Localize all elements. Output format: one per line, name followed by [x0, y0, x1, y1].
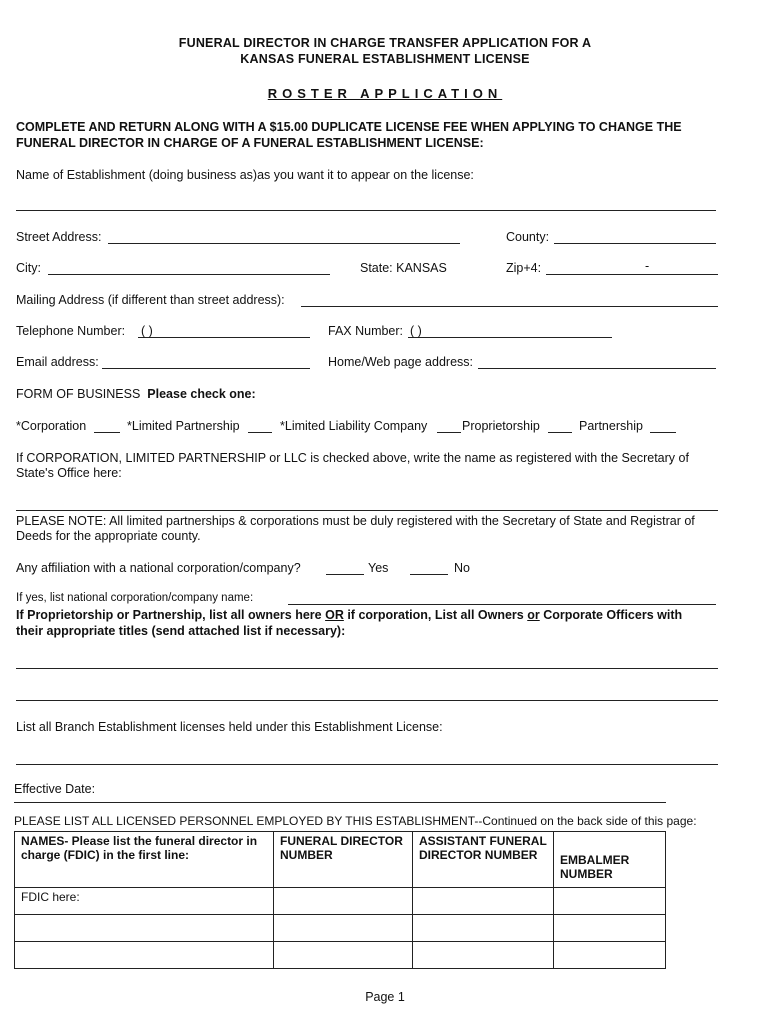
- instructions-line-2: FUNERAL DIRECTOR IN CHARGE OF A FUNERAL ESTABLISHMENT LICENSE:: [16, 136, 484, 150]
- fdic-fd-number-cell[interactable]: [274, 888, 413, 915]
- title-line-2: KANSAS FUNERAL ESTABLISHMENT LICENSE: [240, 52, 530, 66]
- mailing-address-label: Mailing Address (if different than street address):: [16, 293, 285, 307]
- fax-area-code: ( ): [410, 324, 422, 338]
- zip-dash: -: [645, 259, 650, 273]
- affiliation-question: Any affiliation with a national corporation/company?: [16, 561, 301, 575]
- effective-date-label: Effective Date:: [14, 782, 96, 796]
- fax-label: FAX Number:: [328, 324, 404, 338]
- owners-text-3: Corporate Officers with: [539, 608, 683, 622]
- street-address-field[interactable]: [108, 243, 460, 244]
- owners-field-1[interactable]: [16, 668, 718, 669]
- establishment-name-field[interactable]: [16, 210, 716, 211]
- assistant-funeral-director-number-header: ASSISTANT FUNERAL DIRECTOR NUMBER: [413, 832, 554, 888]
- branch-field[interactable]: [16, 764, 718, 765]
- fdic-afd-number-cell[interactable]: [413, 888, 554, 915]
- owners-or-1: OR: [325, 608, 344, 622]
- corporation-option: *Corporation: [16, 419, 87, 433]
- names-column-header: NAMES- Please list the funeral director in charge (FDIC) in the first line:: [15, 832, 274, 888]
- roster-heading: ROSTER APPLICATION: [267, 86, 503, 101]
- personnel-name-cell[interactable]: [15, 915, 274, 942]
- embalmer-number-header: EMBALMER NUMBER: [554, 832, 666, 888]
- fdic-name-cell[interactable]: FDIC here:: [15, 888, 274, 915]
- fax-field[interactable]: [408, 337, 612, 338]
- establishment-name-label: Name of Establishment (doing business as)as you want it to appear on the license:: [16, 168, 474, 182]
- county-field[interactable]: [554, 243, 716, 244]
- county-label: County:: [506, 230, 550, 244]
- state-label: State: KANSAS: [360, 261, 447, 275]
- registration-line-2: State's Office here:: [16, 466, 122, 480]
- personnel-afd-number-cell[interactable]: [413, 915, 554, 942]
- homepage-label: Home/Web page address:: [328, 355, 473, 369]
- limited-partnership-checkbox[interactable]: [248, 432, 272, 433]
- mailing-address-field[interactable]: [301, 306, 718, 307]
- note-line-2: Deeds for the appropriate county.: [16, 529, 201, 543]
- registration-line-1: If CORPORATION, LIMITED PARTNERSHIP or LLC is checked above, write the name as registered with the Secretary of: [16, 451, 689, 465]
- national-company-field[interactable]: [288, 604, 716, 605]
- city-field[interactable]: [48, 274, 330, 275]
- street-address-label: Street Address:: [16, 230, 102, 244]
- zip-label: Zip+4:: [506, 261, 542, 275]
- personnel-embalmer-number-cell[interactable]: [554, 915, 666, 942]
- registration-name-field[interactable]: [16, 510, 718, 511]
- zip-field[interactable]: [546, 274, 718, 275]
- proprietorship-option: Proprietorship: [462, 419, 540, 433]
- llc-checkbox[interactable]: [437, 432, 461, 433]
- check-one-text: Please check one:: [147, 387, 256, 401]
- affiliation-no-checkbox[interactable]: [410, 574, 448, 575]
- email-field[interactable]: [102, 368, 310, 369]
- instructions-line-1: COMPLETE AND RETURN ALONG WITH A $15.00 DUPLICATE LICENSE FEE WHEN APPLYING TO CHANGE THE: [16, 120, 682, 134]
- affiliation-yes-label: Yes: [368, 561, 389, 575]
- owners-or-2: or: [527, 608, 540, 622]
- branch-label: List all Branch Establishment licenses held under this Establishment License:: [16, 720, 443, 734]
- personnel-fd-number-cell[interactable]: [274, 942, 413, 969]
- fdic-embalmer-number-cell[interactable]: [554, 888, 666, 915]
- llc-option: *Limited Liability Company: [280, 419, 428, 433]
- owners-instructions-line-1: [16, 608, 682, 622]
- title-line-1: FUNERAL DIRECTOR IN CHARGE TRANSFER APPLICATION FOR A: [178, 36, 592, 50]
- funeral-director-number-header: FUNERAL DIRECTOR NUMBER: [274, 832, 413, 888]
- if-yes-label: If yes, list national corporation/company name:: [16, 592, 254, 604]
- telephone-field[interactable]: [138, 337, 310, 338]
- partnership-checkbox[interactable]: [650, 432, 676, 433]
- form-of-business-text: FORM OF BUSINESS: [16, 387, 141, 401]
- personnel-embalmer-number-cell[interactable]: [554, 942, 666, 969]
- email-label: Email address:: [16, 355, 99, 369]
- page-number: Page 1: [365, 990, 405, 1004]
- partnership-option: Partnership: [579, 419, 643, 433]
- owners-field-2[interactable]: [16, 700, 718, 701]
- telephone-area-code: ( ): [141, 324, 153, 338]
- form-of-business-label: [16, 387, 256, 401]
- affiliation-no-label: No: [454, 561, 470, 575]
- personnel-table: [14, 831, 666, 969]
- personnel-heading: PLEASE LIST ALL LICENSED PERSONNEL EMPLOYED BY THIS ESTABLISHMENT--Continued on the back side of this page:: [14, 814, 697, 828]
- note-line-1: PLEASE NOTE: All limited partnerships & corporations must be duly registered with the Secretary of State and Registrar of: [16, 514, 695, 528]
- limited-partnership-option: *Limited Partnership: [127, 419, 240, 433]
- owners-instructions-line-2: their appropriate titles (send attached list if necessary):: [16, 624, 346, 638]
- effective-date-field[interactable]: [14, 802, 666, 803]
- personnel-afd-number-cell[interactable]: [413, 942, 554, 969]
- owners-text-1: If Proprietorship or Partnership, list all owners here: [16, 608, 326, 622]
- personnel-name-cell[interactable]: [15, 942, 274, 969]
- owners-text-2: if corporation, List all Owners: [343, 608, 528, 622]
- homepage-field[interactable]: [478, 368, 716, 369]
- city-label: City:: [16, 261, 41, 275]
- corporation-checkbox[interactable]: [94, 432, 120, 433]
- proprietorship-checkbox[interactable]: [548, 432, 572, 433]
- affiliation-yes-checkbox[interactable]: [326, 574, 364, 575]
- personnel-fd-number-cell[interactable]: [274, 915, 413, 942]
- telephone-label: Telephone Number:: [16, 324, 126, 338]
